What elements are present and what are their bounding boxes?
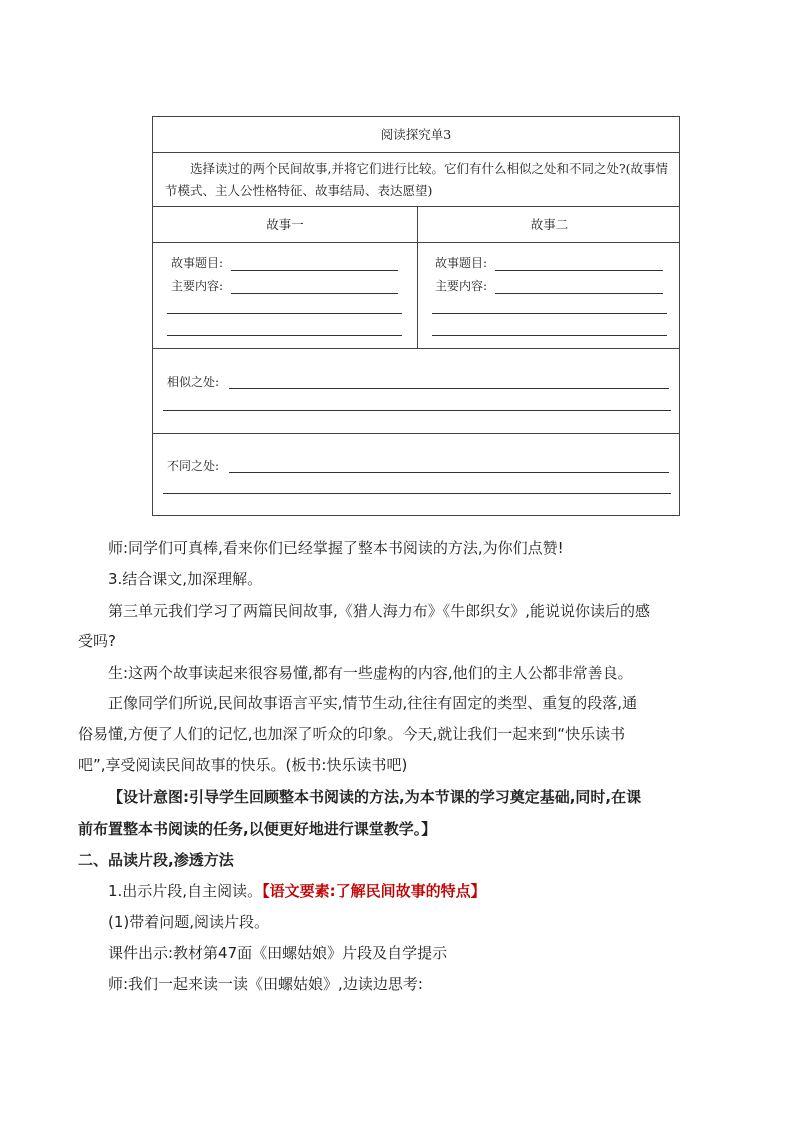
similarities-line-1 xyxy=(229,388,669,389)
differences-label: 不同之处: xyxy=(167,459,220,473)
item1-text: 1.出示片段,自主阅读。 xyxy=(108,882,263,900)
worksheet-prompt xyxy=(153,152,679,207)
teacher-instruction: 师:我们一起来读一读《田螺姑娘》,边读边思考: xyxy=(108,975,423,993)
story1-content-label: 主要内容: xyxy=(171,279,224,293)
item1-line xyxy=(108,880,728,902)
similarities-label: 相似之处: xyxy=(167,375,220,389)
story2-title-label: 故事题目: xyxy=(435,256,488,270)
unit3-question-line1: 第三单元我们学习了两篇民间故事,《猎人海力布》《牛郎织女》,能说说你读后的感 xyxy=(108,602,651,620)
story-header-row xyxy=(153,207,679,243)
worksheet-title: 阅读探究单3 xyxy=(153,117,679,153)
story2-content-line-3 xyxy=(432,335,667,336)
courseware-display: 课件出示:教材第47面《田螺姑娘》片段及自学提示 xyxy=(108,944,448,962)
story2-header: 故事二 xyxy=(530,217,569,232)
summary-line3: 吧”,享受阅读民间故事的快乐。(板书:快乐读书吧) xyxy=(78,756,408,774)
story2-title-line xyxy=(495,270,663,271)
summary-line1: 正像同学们所说,民间故事语言平实,情节生动,往往有固定的类型、重复的段落,通 xyxy=(108,694,638,712)
section2-heading: 二、品读片段,渗透方法 xyxy=(78,851,234,869)
differences-row xyxy=(153,433,679,517)
story2-content-label: 主要内容: xyxy=(435,279,488,293)
story1-content-line-3 xyxy=(167,335,402,336)
similarities-row xyxy=(153,348,679,434)
student-answer: 生:这两个故事读起来很容易懂,都有一些虚构的内容,他们的主人公都非常善良。 xyxy=(108,664,633,682)
story2-content-line xyxy=(495,293,663,294)
design-intent-line1: 【设计意图:引导学生回顾整本书阅读的方法,为本节课的学习奠定基础,同时,在课 xyxy=(108,788,642,806)
story-body-row xyxy=(153,242,679,349)
step3-heading: 3.结合课文,加深理解。 xyxy=(108,570,263,588)
teacher-praise: 师:同学们可真棒,看来你们已经掌握了整本书阅读的方法,为你们点赞! xyxy=(108,539,564,557)
story1-content-line xyxy=(231,293,398,294)
differences-line-2 xyxy=(163,493,671,494)
unit3-question-line2: 受吗? xyxy=(78,632,116,650)
worksheet-prompt-text: 选择读过的两个民间故事,并将它们进行比较。它们有什么相似之处和不同之处?(故事情节模式、主人公性格特征、故事结局、表达愿望) xyxy=(165,161,669,198)
story2-content-line-2 xyxy=(432,313,667,314)
design-intent-line2: 前布置整本书阅读的任务,以便更好地进行课堂教学。】 xyxy=(78,820,437,838)
summary-line2: 俗易懂,方便了人们的记忆,也加深了听众的印象。今天,就让我们一起来到“快乐读书 xyxy=(78,725,626,743)
story1-title-label: 故事题目: xyxy=(171,256,224,270)
differences-line-1 xyxy=(229,472,669,473)
story1-title-line xyxy=(231,270,398,271)
story1-header: 故事一 xyxy=(266,217,304,232)
story1-content-line-2 xyxy=(167,313,402,314)
reading-worksheet-table xyxy=(152,116,680,516)
item1-language-element: 【语文要素:了解民间故事的特点】 xyxy=(262,882,486,900)
sub-item1: (1)带着问题,阅读片段。 xyxy=(108,913,270,931)
similarities-line-2 xyxy=(163,410,671,411)
